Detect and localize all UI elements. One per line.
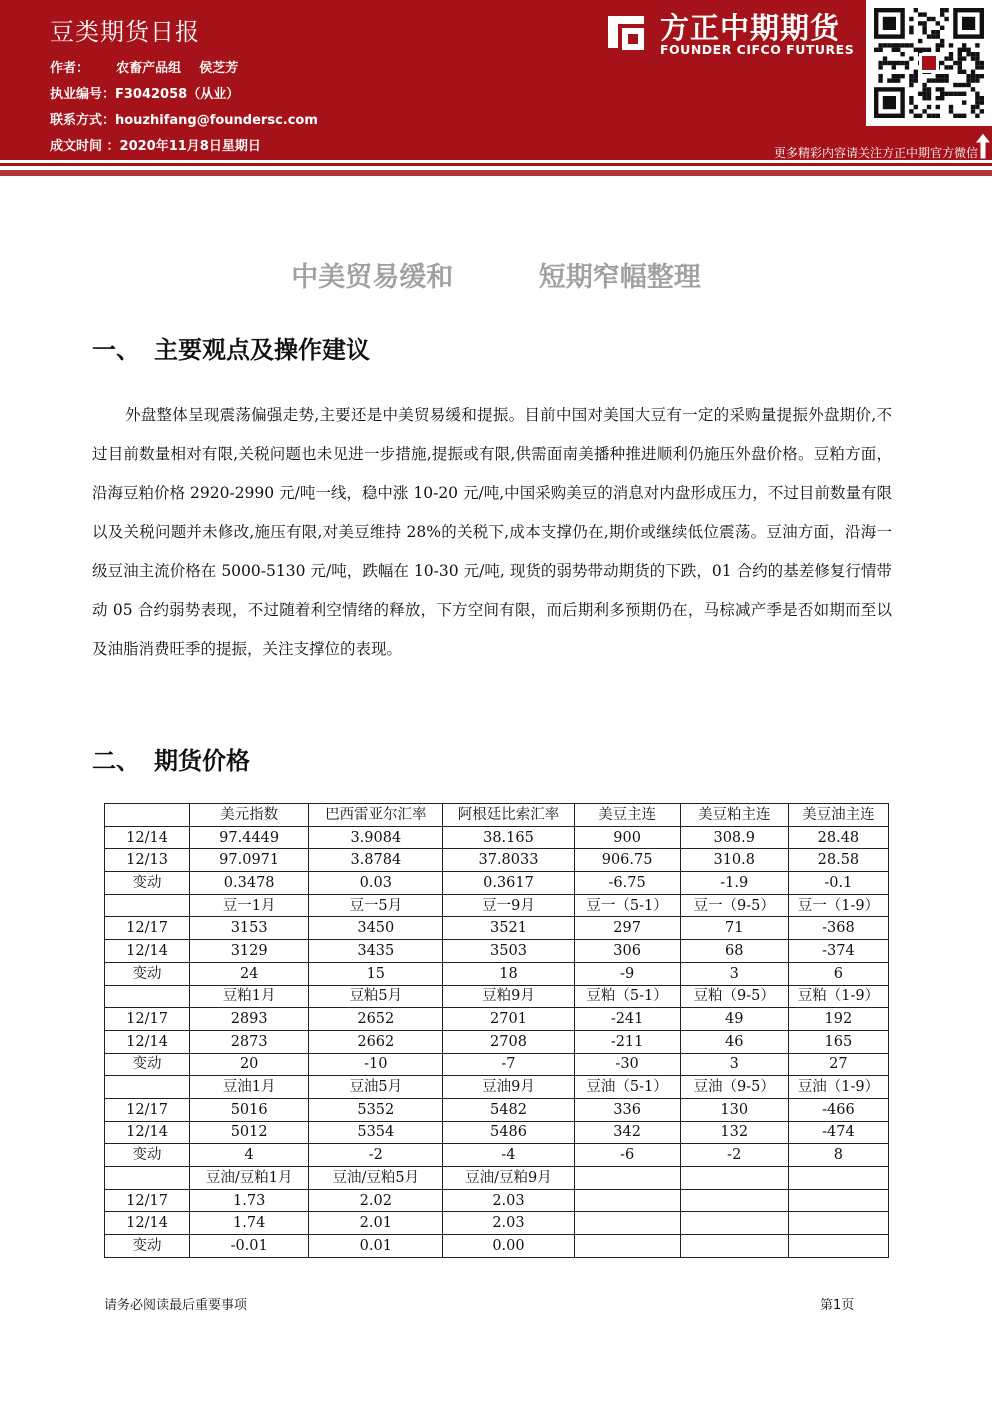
table-cell: 310.8 — [680, 849, 788, 872]
table-cell: 68 — [680, 940, 788, 963]
table-cell: 阿根廷比索汇率 — [443, 804, 574, 827]
table-cell: 3503 — [443, 940, 574, 963]
row-label-cell: 12/14 — [105, 826, 190, 849]
table-cell: 豆粕5月 — [309, 985, 443, 1008]
table-cell — [680, 1167, 788, 1190]
table-cell: 5482 — [443, 1098, 574, 1121]
report-header — [0, 0, 992, 160]
table-cell — [680, 1212, 788, 1235]
row-label-cell — [105, 894, 190, 917]
table-cell: 豆油/豆粕1月 — [190, 1167, 309, 1190]
company-name-en: FOUNDER CIFCO FUTURES — [660, 42, 855, 57]
license-line: 执业编号：F3042058（从业） — [50, 87, 240, 102]
table-cell: 1.74 — [190, 1212, 309, 1235]
table-cell — [680, 1235, 788, 1258]
table-row — [105, 940, 889, 963]
table-row — [105, 1076, 889, 1099]
table-cell — [680, 1189, 788, 1212]
table-cell: -0.1 — [788, 872, 888, 895]
table-cell: 308.9 — [680, 826, 788, 849]
row-label-cell — [105, 804, 190, 827]
table-cell: 美豆粕主连 — [680, 804, 788, 827]
row-label-cell: 变动 — [105, 1053, 190, 1076]
table-cell: 297 — [574, 917, 680, 940]
table-cell: 165 — [788, 1030, 888, 1053]
table-cell: 3.9084 — [309, 826, 443, 849]
table-row — [105, 804, 889, 827]
table-cell — [574, 1235, 680, 1258]
table-cell: 2.03 — [443, 1189, 574, 1212]
section-heading-2 — [92, 741, 250, 776]
table-cell: 豆油（1-9） — [788, 1076, 888, 1099]
table-cell: 2.01 — [309, 1212, 443, 1235]
table-cell: -4 — [443, 1144, 574, 1167]
row-label-cell: 12/17 — [105, 917, 190, 940]
table-cell: -6.75 — [574, 872, 680, 895]
table-row — [105, 1053, 889, 1076]
header-divider — [0, 163, 992, 166]
row-label-cell: 12/14 — [105, 1212, 190, 1235]
qr-code-icon — [866, 0, 992, 126]
table-cell: 2.03 — [443, 1212, 574, 1235]
table-cell: -374 — [788, 940, 888, 963]
table-cell: 豆一（9-5） — [680, 894, 788, 917]
table-row — [105, 826, 889, 849]
table-cell: -7 — [443, 1053, 574, 1076]
row-label-cell: 12/14 — [105, 940, 190, 963]
table-row — [105, 1212, 889, 1235]
table-cell: 2708 — [443, 1030, 574, 1053]
table-cell: 5486 — [443, 1121, 574, 1144]
table-cell: 豆油（5-1） — [574, 1076, 680, 1099]
table-cell: 38.165 — [443, 826, 574, 849]
table-cell: -0.01 — [190, 1235, 309, 1258]
table-cell — [574, 1167, 680, 1190]
document-title-part2: 短期窄幅整理 — [538, 262, 701, 293]
table-cell: 豆油1月 — [190, 1076, 309, 1099]
table-cell: 28.58 — [788, 849, 888, 872]
table-row — [105, 1008, 889, 1031]
table-cell — [788, 1189, 888, 1212]
table-cell: 2701 — [443, 1008, 574, 1031]
futures-price-table — [104, 803, 889, 1258]
footer-notice: 请务必阅读最后重要事项 — [104, 1298, 248, 1313]
document-title-part1: 中美贸易缓和 — [291, 262, 454, 293]
table-cell: 豆一（5-1） — [574, 894, 680, 917]
table-cell: 15 — [309, 962, 443, 985]
table-cell: 46 — [680, 1030, 788, 1053]
table-cell: 20 — [190, 1053, 309, 1076]
main-view-paragraph: 外盘整体呈现震荡偏强走势,主要还是中美贸易缓和提振。目前中国对美国大豆有一定的采购量提振外盘期价,不过目前数量相对有限,关税问题也未见进一步措施,提振或有限,供需面南美播种推进顺利仍施压外盘价格。豆粕方面，沿海豆粕价格 2920-2990 元/吨一线，稳中涨 10-20 元/吨,中国采购美豆的消息对内盘形成压力，不过目前数量有限以及关税问题并未修改,施压有限,对美豆维持 28%的关税下,成本支撑仍在,期价或继续低位震荡。豆油方面，沿海一级豆油主流价格在 5000-5130 元/吨，跌幅在 10-30 元/吨, 现货的弱势带动期货的下跌，01 合约的基差修复行情带动 05 合约弱势表现，不过随着利空情绪的释放，下方空间有限，而后期利多预期仍在，马棕减产季是否如期而至以及油脂消费旺季的提振，关注支撑位的表现。 — [92, 406, 892, 658]
table-cell: 27 — [788, 1053, 888, 1076]
row-label-cell: 12/13 — [105, 849, 190, 872]
table-row — [105, 985, 889, 1008]
table-row — [105, 1235, 889, 1258]
table-cell: 97.0971 — [190, 849, 309, 872]
row-label-cell: 12/14 — [105, 1030, 190, 1053]
table-cell: 6 — [788, 962, 888, 985]
table-cell: -368 — [788, 917, 888, 940]
row-label-cell: 12/14 — [105, 1121, 190, 1144]
table-cell: 2873 — [190, 1030, 309, 1053]
table-cell: 0.3617 — [443, 872, 574, 895]
table-row — [105, 917, 889, 940]
table-cell: 336 — [574, 1098, 680, 1121]
table-cell — [788, 1235, 888, 1258]
row-label-cell — [105, 1167, 190, 1190]
page-number: 第1页 — [820, 1298, 855, 1313]
table-cell: 2652 — [309, 1008, 443, 1031]
table-cell: 豆一5月 — [309, 894, 443, 917]
row-label-cell: 变动 — [105, 1144, 190, 1167]
table-cell: -2 — [680, 1144, 788, 1167]
table-cell: 192 — [788, 1008, 888, 1031]
table-cell: 306 — [574, 940, 680, 963]
table-cell: 美豆主连 — [574, 804, 680, 827]
header-divider-thick — [0, 170, 992, 176]
table-cell: 49 — [680, 1008, 788, 1031]
table-cell: 5012 — [190, 1121, 309, 1144]
table-cell: -211 — [574, 1030, 680, 1053]
table-row — [105, 1098, 889, 1121]
report-title: 豆类期货日报 — [50, 18, 200, 46]
table-row — [105, 849, 889, 872]
document-title — [0, 255, 992, 294]
date-line: 成文时间 ：2020年11月8日星期日 — [50, 139, 261, 154]
table-cell: 5016 — [190, 1098, 309, 1121]
section-title: 主要观点及操作建议 — [154, 336, 370, 364]
table-cell: 3153 — [190, 917, 309, 940]
table-cell: 豆粕（1-9） — [788, 985, 888, 1008]
row-label-cell — [105, 1076, 190, 1099]
table-cell: 豆油（9-5） — [680, 1076, 788, 1099]
section-heading-1 — [92, 330, 370, 365]
table-row — [105, 1121, 889, 1144]
table-row — [105, 962, 889, 985]
table-cell: 3450 — [309, 917, 443, 940]
table-cell: 3 — [680, 962, 788, 985]
table-cell: -466 — [788, 1098, 888, 1121]
table-cell: -9 — [574, 962, 680, 985]
table-row — [105, 1189, 889, 1212]
table-cell: -6 — [574, 1144, 680, 1167]
table-cell: -2 — [309, 1144, 443, 1167]
table-cell: 28.48 — [788, 826, 888, 849]
table-cell: 美豆油主连 — [788, 804, 888, 827]
table-cell: 0.00 — [443, 1235, 574, 1258]
row-label-cell: 变动 — [105, 962, 190, 985]
table-row — [105, 1144, 889, 1167]
row-label-cell: 12/17 — [105, 1098, 190, 1121]
table-cell: 豆油5月 — [309, 1076, 443, 1099]
table-cell — [574, 1212, 680, 1235]
table-cell: 37.8033 — [443, 849, 574, 872]
table-cell: 豆粕9月 — [443, 985, 574, 1008]
table-cell: 342 — [574, 1121, 680, 1144]
row-label-cell: 变动 — [105, 872, 190, 895]
table-cell: -30 — [574, 1053, 680, 1076]
table-cell: 豆粕（9-5） — [680, 985, 788, 1008]
table-cell: 5352 — [309, 1098, 443, 1121]
table-cell: -10 — [309, 1053, 443, 1076]
follow-wechat-text: 更多精彩内容请关注方正中期官方微信 — [773, 146, 978, 160]
table-cell: 1.73 — [190, 1189, 309, 1212]
table-row — [105, 1030, 889, 1053]
table-cell: 906.75 — [574, 849, 680, 872]
table-cell: 豆油/豆粕9月 — [443, 1167, 574, 1190]
table-row — [105, 1167, 889, 1190]
table-cell: 豆油/豆粕5月 — [309, 1167, 443, 1190]
table-cell: 豆一1月 — [190, 894, 309, 917]
table-cell: 3129 — [190, 940, 309, 963]
row-label-cell: 12/17 — [105, 1189, 190, 1212]
table-cell: 3 — [680, 1053, 788, 1076]
table-cell: -241 — [574, 1008, 680, 1031]
contact-line: 联系方式：houzhifang@foundersc.com — [50, 113, 318, 128]
table-cell: 900 — [574, 826, 680, 849]
table-cell: 0.03 — [309, 872, 443, 895]
table-cell — [574, 1189, 680, 1212]
table-cell: 97.4449 — [190, 826, 309, 849]
table-cell: 24 — [190, 962, 309, 985]
table-cell: 豆粕1月 — [190, 985, 309, 1008]
table-cell: 豆油9月 — [443, 1076, 574, 1099]
table-cell: 2893 — [190, 1008, 309, 1031]
table-cell: 2662 — [309, 1030, 443, 1053]
table-row — [105, 894, 889, 917]
arrow-up-icon — [974, 132, 992, 160]
table-cell: 4 — [190, 1144, 309, 1167]
author-line: 作者： 农畜产品组 侯芝芳 — [50, 61, 239, 76]
table-cell: 0.3478 — [190, 872, 309, 895]
table-cell — [788, 1167, 888, 1190]
table-row — [105, 872, 889, 895]
table-cell: 5354 — [309, 1121, 443, 1144]
section-title: 期货价格 — [154, 747, 250, 775]
table-cell: 3521 — [443, 917, 574, 940]
table-cell: 71 — [680, 917, 788, 940]
table-cell: 豆粕（5-1） — [574, 985, 680, 1008]
company-name-cn: 方正中期期货 — [660, 11, 841, 45]
table-cell: 美元指数 — [190, 804, 309, 827]
table-cell: 130 — [680, 1098, 788, 1121]
table-cell: 豆一（1-9） — [788, 894, 888, 917]
table-cell: 8 — [788, 1144, 888, 1167]
table-cell: -1.9 — [680, 872, 788, 895]
table-cell: 132 — [680, 1121, 788, 1144]
table-cell: 3.8784 — [309, 849, 443, 872]
section-number: 一、 — [92, 336, 140, 364]
row-label-cell — [105, 985, 190, 1008]
table-cell: 豆一9月 — [443, 894, 574, 917]
table-cell: 巴西雷亚尔汇率 — [309, 804, 443, 827]
table-cell: 18 — [443, 962, 574, 985]
table-cell: -474 — [788, 1121, 888, 1144]
table-cell: 0.01 — [309, 1235, 443, 1258]
table-cell: 3435 — [309, 940, 443, 963]
section-number: 二、 — [92, 747, 140, 775]
table-cell — [788, 1212, 888, 1235]
founder-logo-icon — [604, 10, 648, 54]
row-label-cell: 变动 — [105, 1235, 190, 1258]
row-label-cell: 12/17 — [105, 1008, 190, 1031]
table-cell: 2.02 — [309, 1189, 443, 1212]
